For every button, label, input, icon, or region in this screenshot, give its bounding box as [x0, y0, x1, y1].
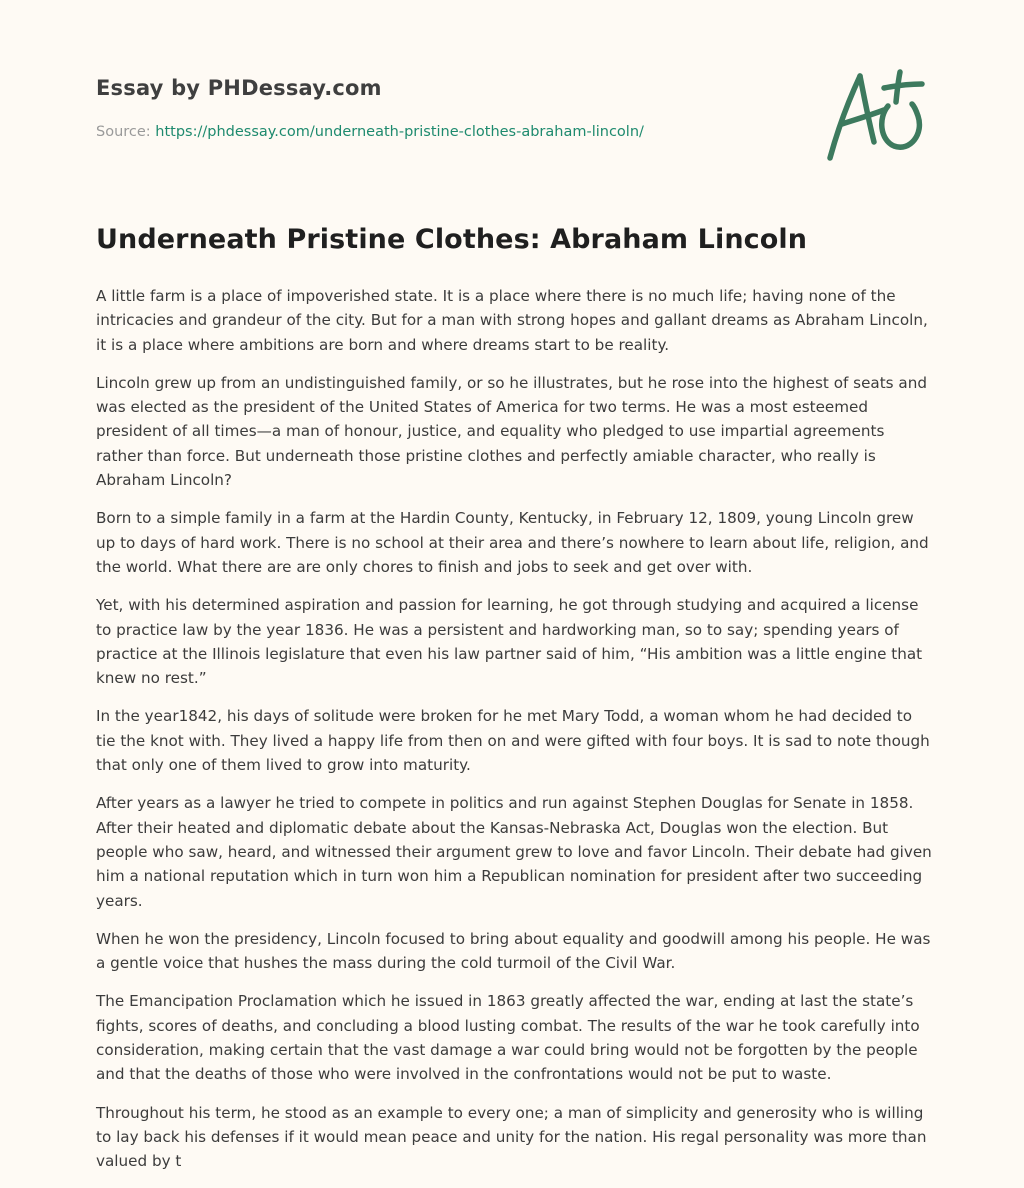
source-line	[96, 124, 644, 140]
source-link[interactable]: https://phdessay.com/underneath-pristine-clothes-abraham-lincoln/	[155, 124, 644, 140]
paragraph: Yet, with his determined aspiration and passion for learning, he got through studying and acquired a license to practice law by the year 1836. He was a persistent and hardworking man, so to say; spending years of practice at the Illinois legislature that even his law partner said of him, “His ambition was a little engine that knew no rest.”	[96, 596, 923, 688]
site-brand: Essay by PHDessay.com	[96, 76, 382, 100]
paragraph: Born to a simple family in a farm at the Hardin County, Kentucky, in February 12, 1809, young Lincoln grew up to days of hard work. There is no school at their area and there’s nowhere to learn about life, religion, and the world. What there are are only chores to finish and jobs to seek and get over with.	[96, 509, 929, 576]
essay-header	[96, 76, 928, 140]
a-plus-logo-icon	[822, 66, 928, 166]
paragraph: After years as a lawyer he tried to compete in politics and run against Stephen Douglas for Senate in 1858. After their heated and diplomatic debate about the Kansas-Nebraska Act, Douglas won the election. But people who saw, heard, and witnessed their argument grew to love and favor Lincoln. Their debate had given him a national reputation which in turn won him a Republican nomination for president after two succeeding years.	[96, 794, 932, 910]
article-body	[96, 284, 932, 1188]
paragraph: Lincoln grew up from an undistinguished family, or so he illustrates, but he rose into the highest of seats and was elected as the president of the United States of America for two terms. He was a most esteemed president of all times—a man of honour, justice, and equality who pledged to use impartial agreements rather than force. But underneath those pristine clothes and perfectly amiable character, who really is Abraham Lincoln?	[96, 373, 927, 490]
article-title: Underneath Pristine Clothes: Abraham Lincoln	[96, 224, 808, 255]
paragraph: In the year1842, his days of solitude were broken for he met Mary Todd, a woman whom he had decided to tie the knot with. They lived a happy life from then on and were gifted with four boys. It is sad to note though that only one of them lived to grow into maturity.	[96, 707, 930, 775]
a-plus-logo	[822, 66, 928, 166]
source-label: Source:	[96, 124, 151, 140]
paragraph: When he won the presidency, Lincoln focused to bring about equality and goodwill among his people. He was a gentle voice that hushes the mass during the cold turmoil of the Civil War.	[96, 929, 931, 973]
paragraph: A little farm is a place of impoverished state. It is a place where there is no much life; having none of the intricacies and grandeur of the city. But for a man with strong hopes and gallant dreams as Abraham Lincoln, it is a place where ambitions are born and where dreams start to be reality.	[96, 287, 928, 354]
paragraph: The Emancipation Proclamation which he issued in 1863 greatly affected the war, ending at last the state’s fights, scores of deaths, and concluding a blood lusting combat. The results of the war he took carefully into consideration, making certain that the vast damage a war could bring would not be forgotten by the people and that the deaths of those who were involved in the confrontations would not be put to waste.	[96, 992, 920, 1084]
paragraph: Throughout his term, he stood as an example to every one; a man of simplicity and generosity who is willing to lay back his defenses if it would mean peace and unity for the nation. His regal personality was more than valued by t	[96, 1103, 927, 1171]
